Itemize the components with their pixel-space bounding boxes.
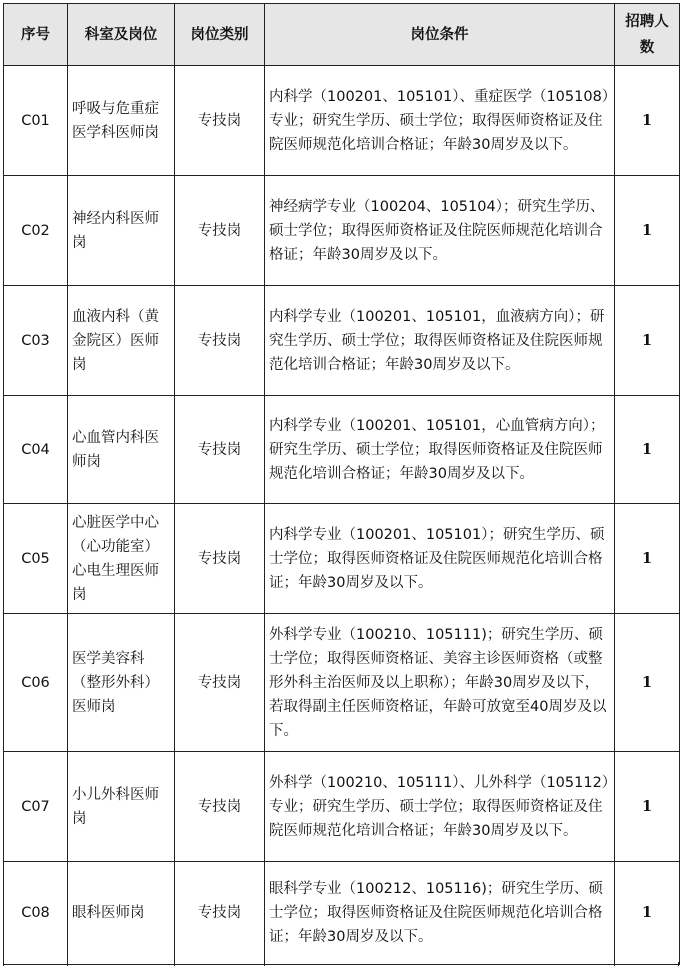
row-headcount: 1 bbox=[615, 614, 680, 752]
table-row bbox=[4, 752, 680, 862]
row-department: 血液内科（黄金院区）医师岗 bbox=[68, 286, 175, 396]
row-department: 心血管内科医师岗 bbox=[68, 396, 175, 504]
row-headcount: 1 bbox=[615, 862, 680, 965]
row-number: C03 bbox=[4, 286, 68, 396]
row-requirements: 外科学（100210、105111）、儿外科学（105112）专业；研究生学历、硕士学位；取得医师资格证及住院医师规范化培训合格证；年龄30周岁及以下。 bbox=[265, 752, 615, 862]
row-number: C06 bbox=[4, 614, 68, 752]
table-row bbox=[4, 862, 680, 965]
header-headcount: 招聘人数 bbox=[615, 4, 680, 66]
row-department: 小儿外科医师岗 bbox=[68, 752, 175, 862]
row-requirements: 内科学专业（100201、105101）；研究生学历、硕士学位；取得医师资格证及住院医师规范化培训合格证；年龄30周岁及以下。 bbox=[265, 504, 615, 614]
row-department: 医学美容科（整形外科）医师岗 bbox=[68, 614, 175, 752]
table-row bbox=[4, 286, 680, 396]
recruitment-table bbox=[3, 3, 680, 965]
row-department: 神经内科医师岗 bbox=[68, 176, 175, 286]
table-row bbox=[4, 396, 680, 504]
row-number: C04 bbox=[4, 396, 68, 504]
header-row bbox=[4, 4, 680, 66]
row-requirements: 眼科学专业（100212、105116)；研究生学历、硕士学位；取得医师资格证及住院医师规范化培训合格证；年龄30周岁及以下。 bbox=[265, 862, 615, 965]
row-department: 心脏医学中心（心功能室）心电生理医师岗 bbox=[68, 504, 175, 614]
row-category: 专技岗 bbox=[175, 396, 265, 504]
header-number: 序号 bbox=[4, 4, 68, 66]
row-headcount: 1 bbox=[615, 396, 680, 504]
row-category: 专技岗 bbox=[175, 752, 265, 862]
row-department: 呼吸与危重症医学科医师岗 bbox=[68, 66, 175, 176]
row-number: C02 bbox=[4, 176, 68, 286]
row-requirements: 内科学专业（100201、105101，心血管病方向）；研究生学历、硕士学位；取得医师资格证及住院医师规范化培训合格证；年龄30周岁及以下。 bbox=[265, 396, 615, 504]
row-requirements: 内科学专业（100201、105101，血液病方向）；研究生学历、硕士学位；取得医师资格证及住院医师规范化培训合格证；年龄30周岁及以下。 bbox=[265, 286, 615, 396]
row-headcount: 1 bbox=[615, 176, 680, 286]
next-row-edge bbox=[3, 962, 679, 966]
row-number: C08 bbox=[4, 862, 68, 965]
row-headcount: 1 bbox=[615, 286, 680, 396]
row-headcount: 1 bbox=[615, 752, 680, 862]
row-category: 专技岗 bbox=[175, 176, 265, 286]
row-requirements: 外科学专业（100210、105111)；研究生学历、硕士学位；取得医师资格证、美容主诊医师资格（或整形外科主治医师及以上职称）；年龄30周岁及以下，若取得副主任医师资格证，年龄可放宽至40周岁及以下。 bbox=[265, 614, 615, 752]
table-row bbox=[4, 176, 680, 286]
row-number: C05 bbox=[4, 504, 68, 614]
row-number: C07 bbox=[4, 752, 68, 862]
header-requirements: 岗位条件 bbox=[265, 4, 615, 66]
row-requirements: 神经病学专业（100204、105104）；研究生学历、硕士学位；取得医师资格证及住院医师规范化培训合格证；年龄30周岁及以下。 bbox=[265, 176, 615, 286]
row-department: 眼科医师岗 bbox=[68, 862, 175, 965]
header-department: 科室及岗位 bbox=[68, 4, 175, 66]
table-row bbox=[4, 504, 680, 614]
row-number: C01 bbox=[4, 66, 68, 176]
row-requirements: 内科学（100201、105101）、重症医学（105108）专业；研究生学历、硕士学位；取得医师资格证及住院医师规范化培训合格证；年龄30周岁及以下。 bbox=[265, 66, 615, 176]
table-row bbox=[4, 66, 680, 176]
table-row bbox=[4, 614, 680, 752]
header-category: 岗位类别 bbox=[175, 4, 265, 66]
row-headcount: 1 bbox=[615, 504, 680, 614]
row-category: 专技岗 bbox=[175, 504, 265, 614]
row-category: 专技岗 bbox=[175, 286, 265, 396]
row-category: 专技岗 bbox=[175, 862, 265, 965]
row-category: 专技岗 bbox=[175, 66, 265, 176]
row-category: 专技岗 bbox=[175, 614, 265, 752]
row-headcount: 1 bbox=[615, 66, 680, 176]
